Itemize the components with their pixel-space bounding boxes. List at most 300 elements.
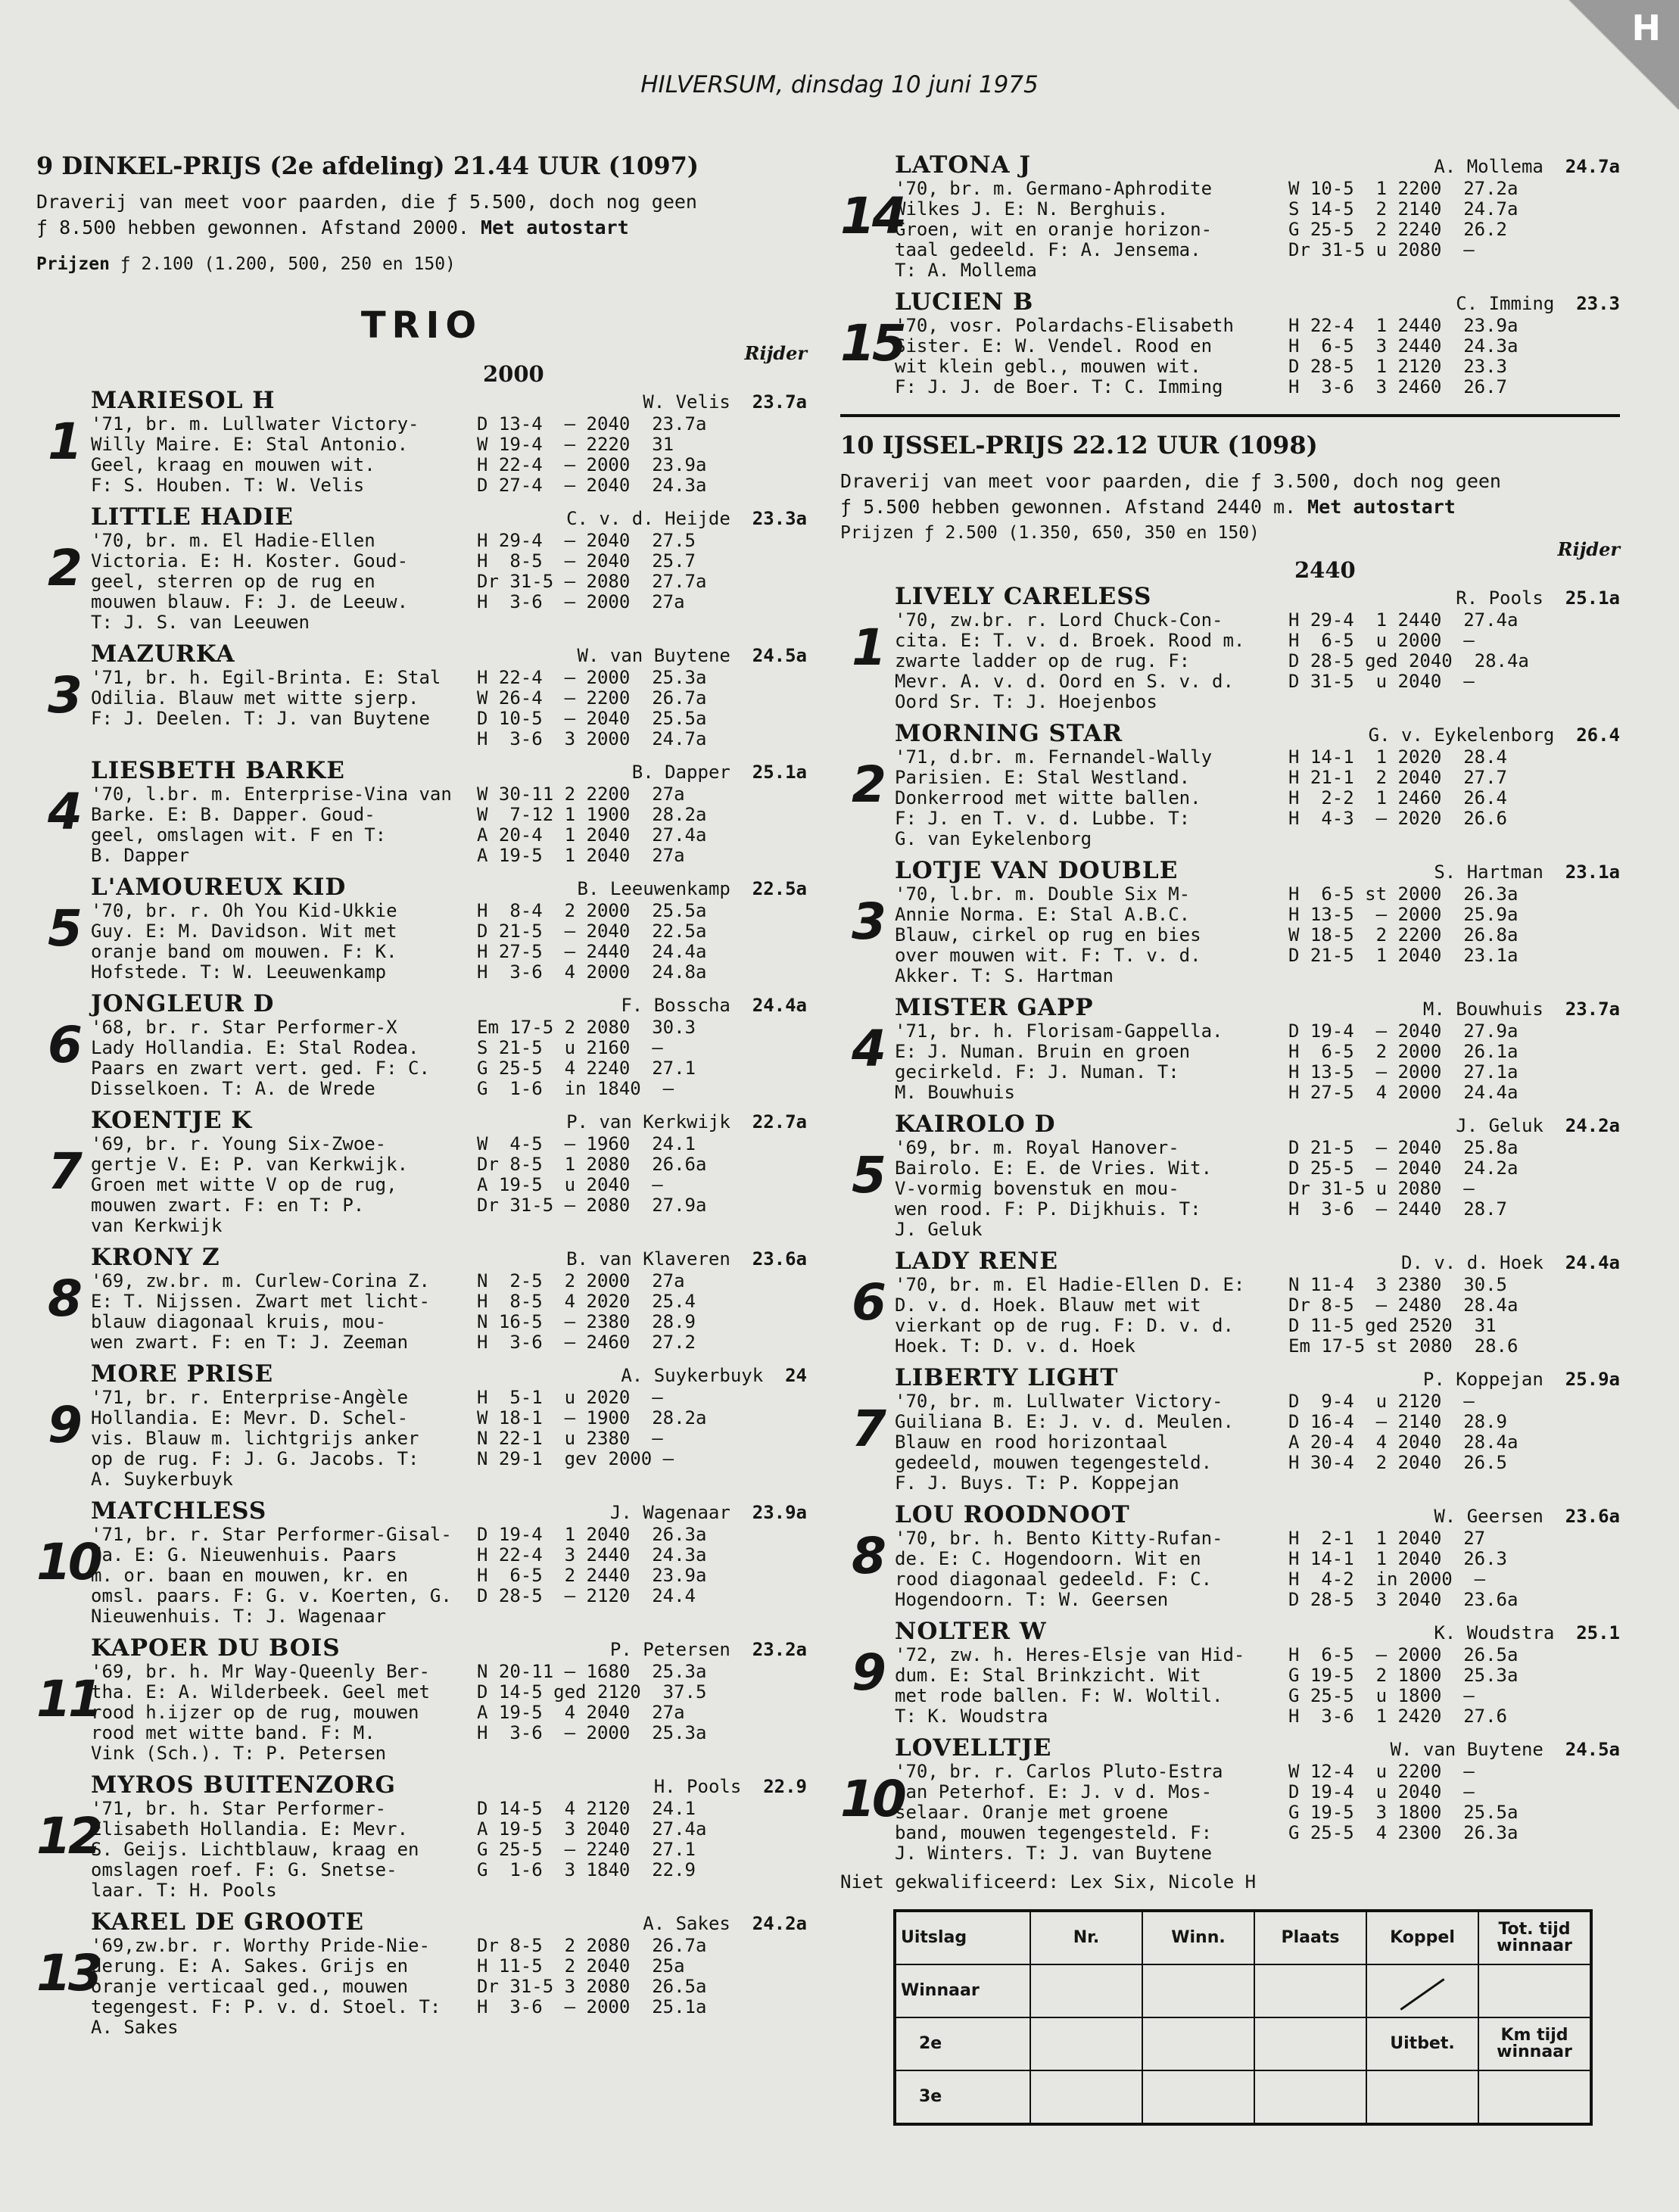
entry-body bbox=[91, 1771, 807, 1901]
rider-rating: 22.5a bbox=[752, 878, 807, 899]
form-line: H 3-6 — 2000 25.1a bbox=[477, 1996, 707, 2017]
horse-entry bbox=[840, 151, 1620, 281]
race-form bbox=[1288, 1762, 1606, 1864]
start-number: 1 bbox=[852, 618, 883, 677]
rider-info bbox=[1456, 587, 1620, 609]
rider-info bbox=[621, 1365, 807, 1386]
rider-name: S. Hartman bbox=[1434, 861, 1543, 883]
horse-entry bbox=[36, 1908, 807, 2038]
rider-name: G. v. Eykelenborg bbox=[1368, 724, 1555, 746]
form-line: Dr 8-5 2 2080 26.7a bbox=[477, 1935, 707, 1956]
form-line: D 27-4 — 2040 24.3a bbox=[477, 475, 707, 496]
description-line: Vink (Sch.). T: P. Petersen bbox=[91, 1743, 387, 1764]
description-line: oranje band om mouwen. F: K. bbox=[91, 941, 397, 962]
rider-info bbox=[1456, 293, 1620, 314]
race-form bbox=[1288, 1275, 1606, 1357]
result-cell bbox=[1142, 2070, 1254, 2124]
horse-name: MYROS BUITENZORG bbox=[91, 1771, 397, 1799]
result-cell bbox=[1478, 2070, 1591, 2124]
result-cell bbox=[1030, 1964, 1142, 2017]
horse-entry bbox=[36, 1107, 807, 1236]
entry-body bbox=[895, 720, 1620, 849]
horse-name: KOENTJE K bbox=[91, 1107, 253, 1134]
description-line: mouwen blauw. F: J. de Leeuw. bbox=[91, 591, 409, 612]
horse-description bbox=[91, 414, 477, 496]
description-line: '70, br. m. El Hadie-Ellen bbox=[91, 531, 375, 551]
form-line: H 5-1 u 2020 — bbox=[477, 1387, 663, 1408]
horse-description bbox=[895, 1645, 1288, 1727]
rider-rating: 24.5a bbox=[752, 645, 807, 666]
form-line: D 10-5 — 2040 25.5a bbox=[477, 708, 707, 729]
race-form bbox=[477, 1525, 783, 1627]
race9-distance: 2000 bbox=[483, 361, 544, 387]
description-line: '71, br. m. Lullwater Victory- bbox=[91, 414, 419, 435]
form-line: H 29-4 — 2040 27.5 bbox=[477, 530, 696, 551]
rider-name: C. Imming bbox=[1456, 293, 1555, 314]
entry-body bbox=[91, 1360, 807, 1490]
form-line: H 22-4 3 2440 24.3a bbox=[477, 1544, 707, 1566]
form-line: G 25-5 2 2240 26.2 bbox=[1288, 219, 1507, 240]
form-line: A 19-5 u 2040 — bbox=[477, 1174, 663, 1195]
race-form bbox=[477, 414, 783, 496]
entry-body bbox=[91, 990, 807, 1099]
entry-body bbox=[91, 1908, 807, 2038]
description-line: '68, br. r. Star Performer-X bbox=[91, 1017, 397, 1038]
horse-name: KAPOER DU BOIS bbox=[91, 1634, 341, 1662]
form-line: H 4-2 in 2000 — bbox=[1288, 1569, 1486, 1590]
form-line bbox=[477, 1880, 783, 1901]
horse-name: MORE PRISE bbox=[91, 1360, 274, 1388]
rider-info bbox=[566, 1111, 807, 1132]
form-line: A 20-4 4 2040 28.4a bbox=[1288, 1432, 1519, 1453]
result-header-tot-tijd: Tot. tijd winnaar bbox=[1478, 1911, 1591, 1964]
form-line: H 4-3 — 2020 26.6 bbox=[1288, 808, 1507, 829]
description-line: '70, br. m. Lullwater Victory- bbox=[895, 1391, 1223, 1412]
description-line: J. Geluk bbox=[895, 1219, 983, 1240]
description-line: J. Winters. T: J. van Buytene bbox=[895, 1843, 1213, 1864]
horse-name: LOTJE VAN DOUBLE bbox=[895, 857, 1179, 884]
rider-name: R. Pools bbox=[1456, 587, 1543, 609]
rider-info bbox=[1434, 861, 1620, 883]
form-line bbox=[477, 2017, 783, 2038]
form-line: H 6-5 — 2000 26.5a bbox=[1288, 1644, 1519, 1665]
entry-lines bbox=[895, 610, 1620, 712]
trio-heading: TRIO bbox=[360, 304, 483, 347]
form-line: G 1-6 in 1840 — bbox=[477, 1078, 674, 1099]
result-cell bbox=[1366, 2070, 1478, 2124]
start-number: 8 bbox=[48, 1269, 79, 1328]
form-line: Dr 8-5 1 2080 26.6a bbox=[477, 1154, 707, 1175]
entry-lines bbox=[91, 414, 807, 496]
form-line: D 21-5 1 2040 23.1a bbox=[1288, 945, 1519, 966]
start-number: 8 bbox=[852, 1526, 883, 1585]
description-line: tha. E: A. Wilderbeek. Geel met bbox=[91, 1681, 430, 1703]
result-cell bbox=[1478, 1964, 1591, 2017]
entry-lines bbox=[91, 784, 807, 866]
entry-lines bbox=[91, 1799, 807, 1901]
form-line: H 3-6 3 2000 24.7a bbox=[477, 728, 707, 749]
horse-name: JONGLEUR D bbox=[91, 990, 275, 1017]
rider-name: B. Leeuwenkamp bbox=[577, 878, 730, 899]
horse-header bbox=[91, 874, 807, 901]
form-line: H 30-4 2 2040 26.5 bbox=[1288, 1452, 1507, 1473]
horse-name: LATONA J bbox=[895, 151, 1032, 179]
right-column bbox=[840, 151, 1620, 2126]
form-line: H 6-5 2 2440 23.9a bbox=[477, 1565, 707, 1586]
horse-header bbox=[91, 1244, 807, 1271]
description-line: vierkant op de rug. F: D. v. d. bbox=[895, 1315, 1234, 1336]
horse-header bbox=[91, 387, 807, 414]
horse-header bbox=[91, 1908, 807, 1936]
rider-rating: 25.1a bbox=[752, 762, 807, 783]
horse-name: MISTER GAPP bbox=[895, 994, 1094, 1021]
entry-lines bbox=[91, 1662, 807, 1764]
horse-header bbox=[895, 1734, 1620, 1762]
entry-body bbox=[895, 1734, 1620, 1864]
form-line: D 19-4 1 2040 26.3a bbox=[477, 1524, 707, 1545]
rider-name: P. van Kerkwijk bbox=[566, 1111, 730, 1132]
horse-name: KRONY Z bbox=[91, 1244, 220, 1271]
description-line: Parisien. E: Stal Westland. bbox=[895, 767, 1191, 788]
description-line: Akker. T: S. Hartman bbox=[895, 965, 1114, 986]
race-form bbox=[1288, 1138, 1606, 1240]
horse-header bbox=[895, 1501, 1620, 1528]
horse-header bbox=[91, 1634, 807, 1662]
horse-header bbox=[91, 503, 807, 531]
rider-rating: 25.1 bbox=[1576, 1622, 1620, 1643]
rider-rating: 23.1a bbox=[1565, 861, 1620, 883]
result-cell bbox=[1142, 1964, 1254, 2017]
race10-entries bbox=[840, 583, 1620, 1864]
entry-body bbox=[895, 1364, 1620, 1494]
form-line: N 20-11 — 1680 25.3a bbox=[477, 1661, 707, 1682]
horse-name: LOU ROODNOOT bbox=[895, 1501, 1130, 1528]
description-line: '71, d.br. m. Fernandel-Wally bbox=[895, 747, 1213, 768]
horse-description bbox=[895, 179, 1288, 281]
form-line: S 21-5 u 2160 — bbox=[477, 1037, 663, 1058]
form-line bbox=[1288, 1473, 1606, 1494]
description-line: Disselkoen. T: A. de Wrede bbox=[91, 1078, 375, 1099]
result-cell bbox=[1254, 2017, 1366, 2070]
race9-cond-line2 bbox=[36, 215, 807, 241]
description-line: '69, br. r. Young Six-Zwoe- bbox=[91, 1134, 387, 1154]
horse-description bbox=[895, 1275, 1288, 1357]
rider-info bbox=[578, 645, 807, 666]
horse-header bbox=[91, 1360, 807, 1388]
horse-entry bbox=[36, 1244, 807, 1353]
description-line: Guy. E: M. Davidson. Wit met bbox=[91, 921, 397, 942]
form-line: H 3-6 3 2460 26.7 bbox=[1288, 376, 1507, 397]
entry-body bbox=[91, 503, 807, 633]
entry-lines bbox=[895, 884, 1620, 986]
form-line: H 2-2 1 2460 26.4 bbox=[1288, 787, 1507, 808]
horse-header bbox=[895, 1248, 1620, 1275]
race9-cond-text: ƒ 8.500 hebben gewonnen. Afstand 2000. bbox=[36, 217, 469, 238]
description-line: met rode ballen. F: W. Woltil. bbox=[895, 1685, 1223, 1706]
form-line: D 28-5 ged 2040 28.4a bbox=[1288, 650, 1529, 671]
horse-entry bbox=[36, 640, 807, 749]
entry-lines bbox=[895, 1138, 1620, 1240]
entry-body bbox=[91, 387, 807, 496]
entry-body bbox=[895, 1248, 1620, 1357]
description-line: derung. E: A. Sakes. Grijs en bbox=[91, 1955, 409, 1977]
horse-entry bbox=[840, 1501, 1620, 1610]
horse-description bbox=[895, 1391, 1288, 1494]
race-form bbox=[1288, 1021, 1606, 1103]
form-line bbox=[477, 1606, 783, 1627]
horse-header bbox=[91, 757, 807, 784]
start-number: 4 bbox=[48, 782, 79, 841]
form-line: D 19-4 u 2040 — bbox=[1288, 1781, 1475, 1802]
entry-body bbox=[895, 288, 1620, 397]
description-line: E: T. Nijssen. Zwart met licht- bbox=[91, 1291, 430, 1312]
description-line: blauw diagonaal kruis, mou- bbox=[91, 1311, 387, 1332]
rider-name: A. Suykerbuyk bbox=[621, 1365, 764, 1386]
rider-info bbox=[1456, 1115, 1620, 1136]
description-line: band, mouwen tegengesteld. F: bbox=[895, 1822, 1213, 1843]
form-line: H 8-5 4 2020 25.4 bbox=[477, 1291, 696, 1312]
rider-info bbox=[632, 762, 807, 783]
horse-name: LITTLE HADIE bbox=[91, 503, 294, 531]
entry-lines bbox=[895, 316, 1620, 397]
race9-entries bbox=[36, 387, 807, 2038]
race-form bbox=[1288, 316, 1606, 397]
horse-header bbox=[895, 720, 1620, 747]
horse-description bbox=[91, 1799, 477, 1901]
rider-rating: 23.3 bbox=[1576, 293, 1620, 314]
entry-body bbox=[895, 994, 1620, 1103]
rider-info bbox=[1391, 1739, 1620, 1760]
description-line: Donkerrood met witte ballen. bbox=[895, 787, 1201, 808]
rider-name: K. Woudstra bbox=[1434, 1622, 1555, 1643]
rider-name: H. Pools bbox=[653, 1776, 742, 1797]
rider-info bbox=[1434, 1622, 1620, 1643]
race-form bbox=[477, 668, 783, 749]
description-line: Hofstede. T: W. Leeuwenkamp bbox=[91, 961, 387, 983]
form-line: H 13-5 — 2000 25.9a bbox=[1288, 904, 1519, 925]
form-line: W 19-4 — 2220 31 bbox=[477, 434, 674, 455]
description-line: S. Geijs. Lichtblauw, kraag en bbox=[91, 1839, 419, 1860]
form-line: Dr 31-5 — 2080 27.7a bbox=[477, 571, 707, 592]
rider-info bbox=[1423, 1369, 1620, 1390]
race10-conditions bbox=[840, 469, 1620, 520]
form-line: H 11-5 2 2040 25a bbox=[477, 1955, 685, 1977]
start-number: 3 bbox=[852, 893, 883, 951]
start-number: 12 bbox=[36, 1807, 100, 1865]
entry-lines bbox=[895, 1275, 1620, 1357]
description-line: Lady Hollandia. E: Stal Rodea. bbox=[91, 1037, 419, 1058]
description-line: cita. E: T. v. d. Broek. Rood m. bbox=[895, 630, 1245, 651]
horse-header bbox=[91, 1497, 807, 1525]
form-line: Dr 31-5 — 2080 27.9a bbox=[477, 1195, 707, 1216]
form-line: G 19-5 2 1800 25.3a bbox=[1288, 1665, 1519, 1686]
left-column bbox=[36, 151, 807, 2045]
start-number: 6 bbox=[48, 1015, 79, 1074]
horse-entry bbox=[840, 1618, 1620, 1727]
description-line: geel, sterren op de rug en bbox=[91, 571, 375, 592]
form-line: G 25-5 u 1800 — bbox=[1288, 1685, 1475, 1706]
horse-entry bbox=[840, 720, 1620, 849]
description-line: F: J. en T. v. d. Lubbe. T: bbox=[895, 808, 1191, 829]
entry-lines bbox=[895, 1762, 1620, 1864]
entry-body bbox=[91, 1497, 807, 1627]
form-line: S 14-5 2 2140 24.7a bbox=[1288, 198, 1519, 220]
start-number: 14 bbox=[840, 187, 904, 245]
form-line: Em 17-5 st 2080 28.6 bbox=[1288, 1335, 1519, 1357]
description-line: '71, br. h. Star Performer- bbox=[91, 1799, 387, 1819]
rider-rating: 25.1a bbox=[1565, 587, 1620, 609]
result-table bbox=[893, 1909, 1593, 2126]
rider-name: C. v. d. Heijde bbox=[566, 508, 730, 529]
horse-description bbox=[91, 1388, 477, 1490]
description-line: A. Suykerbuyk bbox=[91, 1469, 233, 1490]
horse-description bbox=[895, 610, 1288, 712]
horse-name: LOVELLTJE bbox=[895, 1734, 1052, 1762]
description-line: '70, br. m. El Hadie-Ellen D. E: bbox=[895, 1275, 1245, 1295]
description-line: V-vormig bovenstuk en mou- bbox=[895, 1178, 1179, 1199]
rider-rating: 23.9a bbox=[752, 1502, 807, 1523]
entry-body bbox=[91, 1107, 807, 1236]
description-line: Victoria. E: H. Koster. Goud- bbox=[91, 550, 409, 572]
description-line: op de rug. F: J. G. Jacobs. T: bbox=[91, 1448, 419, 1469]
not-qualified-note: Niet gekwalificeerd: Lex Six, Nicole H bbox=[840, 1871, 1257, 1893]
horse-description bbox=[895, 1021, 1288, 1103]
entry-body bbox=[91, 1244, 807, 1353]
form-line: D 31-5 u 2040 — bbox=[1288, 671, 1475, 692]
race9-prize-text: ƒ 2.100 (1.200, 500, 250 en 150) bbox=[109, 254, 456, 274]
rider-name: W. Geersen bbox=[1434, 1506, 1543, 1527]
form-line: D 19-4 — 2040 27.9a bbox=[1288, 1020, 1519, 1042]
race10-cond-line1: Draverij van meet voor paarden, die ƒ 3.500, doch nog geen bbox=[840, 470, 1501, 492]
rider-name: B. van Klaveren bbox=[566, 1248, 730, 1270]
form-line: Dr 31-5 3 2080 26.5a bbox=[477, 1976, 707, 1997]
description-line: rood h.ijzer op de rug, mouwen bbox=[91, 1702, 419, 1723]
rider-name: P. Koppejan bbox=[1422, 1369, 1543, 1390]
description-line: gertje V. E: P. van Kerkwijk. bbox=[91, 1154, 409, 1175]
start-number: 1 bbox=[48, 412, 79, 471]
start-number: 5 bbox=[48, 899, 79, 958]
horse-entry bbox=[840, 1734, 1620, 1864]
horse-entry bbox=[840, 1364, 1620, 1494]
rider-info bbox=[578, 878, 807, 899]
description-line: Hollandia. E: Mevr. D. Schel- bbox=[91, 1407, 409, 1428]
description-line: B. Dapper bbox=[91, 845, 190, 866]
horse-name: LIESBETH BARKE bbox=[91, 757, 345, 784]
rider-name: F. Bosscha bbox=[621, 995, 730, 1016]
rider-name: D. v. d. Hoek bbox=[1401, 1252, 1543, 1273]
rider-info bbox=[1369, 724, 1620, 746]
horse-description bbox=[895, 1762, 1288, 1864]
rider-rating: 23.7a bbox=[752, 391, 807, 413]
horse-header bbox=[895, 1618, 1620, 1645]
horse-entry bbox=[840, 857, 1620, 986]
race-form bbox=[477, 784, 783, 866]
description-line: rood diagonaal gedeeld. F: C. bbox=[895, 1569, 1213, 1590]
description-line: Guiliana B. E: J. v. d. Meulen. bbox=[895, 1411, 1234, 1432]
form-line bbox=[477, 612, 783, 633]
form-line: W 7-12 1 1900 28.2a bbox=[477, 804, 707, 825]
horse-entry bbox=[36, 1497, 807, 1627]
start-number: 11 bbox=[36, 1670, 100, 1728]
horse-description bbox=[91, 1936, 477, 2038]
horse-name: MORNING STAR bbox=[895, 720, 1123, 747]
form-line: H 13-5 — 2000 27.1a bbox=[1288, 1061, 1519, 1083]
description-line: wen zwart. F: en T: J. Zeeman bbox=[91, 1332, 409, 1353]
horse-description bbox=[91, 668, 477, 749]
entry-body bbox=[895, 1618, 1620, 1727]
description-line: Elisabeth Hollandia. E: Mevr. bbox=[91, 1818, 409, 1840]
race-form bbox=[1288, 1645, 1606, 1727]
horse-name: LIVELY CARELESS bbox=[895, 583, 1152, 610]
race-form bbox=[1288, 1391, 1606, 1494]
horse-entry bbox=[840, 994, 1620, 1103]
rider-name: J. Wagenaar bbox=[609, 1502, 730, 1523]
form-line: H 14-1 1 2040 26.3 bbox=[1288, 1548, 1507, 1569]
rider-rating: 25.9a bbox=[1565, 1369, 1620, 1390]
entry-lines bbox=[91, 1388, 807, 1490]
entry-body bbox=[895, 1111, 1620, 1240]
result-header-row bbox=[895, 1911, 1591, 1964]
start-number: 3 bbox=[48, 665, 79, 724]
form-line: D 25-5 — 2040 24.2a bbox=[1288, 1157, 1519, 1179]
race10-rider-header: Rijder bbox=[1557, 538, 1620, 560]
description-line: Annie Norma. E: Stal A.B.C. bbox=[895, 904, 1191, 925]
form-line: H 3-6 4 2000 24.8a bbox=[477, 961, 707, 983]
race-form bbox=[477, 531, 783, 633]
horse-header bbox=[895, 994, 1620, 1021]
form-line: H 6-5 u 2000 — bbox=[1288, 630, 1475, 651]
race-form bbox=[477, 1388, 783, 1490]
result-cell-slash bbox=[1366, 1964, 1478, 2017]
form-line: Em 17-5 2 2080 30.3 bbox=[477, 1017, 696, 1038]
form-line: D 21-5 — 2040 22.5a bbox=[477, 921, 707, 942]
form-line: D 14-5 4 2120 24.1 bbox=[477, 1798, 696, 1819]
race9-cond-line1: Draverij van meet voor paarden, die ƒ 5.500, doch nog geen bbox=[36, 191, 697, 213]
form-line bbox=[1288, 829, 1606, 849]
description-line: Blauw, cirkel op rug en bies bbox=[895, 924, 1201, 946]
form-line: N 11-4 3 2380 30.5 bbox=[1288, 1274, 1507, 1295]
form-line: D 9-4 u 2120 — bbox=[1288, 1391, 1475, 1412]
form-line: A 20-4 1 2040 27.4a bbox=[477, 824, 707, 846]
description-line: '70, l.br. m. Double Six M- bbox=[895, 884, 1191, 905]
result-cell bbox=[1254, 1964, 1366, 2017]
form-line: A 19-5 4 2040 27a bbox=[477, 1702, 685, 1723]
result-cell bbox=[1142, 2017, 1254, 2070]
result-label-km-tijd: Km tijd winnaar bbox=[1478, 2017, 1591, 2070]
form-line: W 12-4 u 2200 — bbox=[1288, 1761, 1475, 1782]
description-line: '70, zw.br. r. Lord Chuck-Con- bbox=[895, 610, 1223, 631]
description-line: zwarte ladder op de rug. F: bbox=[895, 650, 1191, 671]
form-line: D 28-5 1 2120 23.3 bbox=[1288, 356, 1507, 377]
description-line: E: J. Numan. Bruin en groen bbox=[895, 1041, 1191, 1062]
form-line: H 3-6 — 2460 27.2 bbox=[477, 1332, 696, 1353]
entry-body bbox=[895, 857, 1620, 986]
description-line: vis. Blauw m. lichtgrijs anker bbox=[91, 1428, 419, 1449]
form-line: H 3-6 1 2420 27.6 bbox=[1288, 1706, 1507, 1727]
entry-lines bbox=[895, 1391, 1620, 1494]
entry-lines bbox=[91, 1134, 807, 1236]
description-line: Odilia. Blauw met witte sjerp. bbox=[91, 687, 419, 709]
description-line: '69,zw.br. r. Worthy Pride-Nie- bbox=[91, 1936, 430, 1956]
description-line: mouwen zwart. F: en T: P. bbox=[91, 1195, 365, 1216]
result-label-winnaar: Winnaar bbox=[895, 1964, 1030, 2017]
horse-entry bbox=[36, 990, 807, 1099]
form-line bbox=[1288, 1220, 1606, 1240]
form-line bbox=[1288, 692, 1606, 712]
entry-body bbox=[895, 1501, 1620, 1610]
description-line: '70, br. m. Germano-Aphrodite bbox=[895, 179, 1213, 199]
result-cell bbox=[1254, 2070, 1366, 2124]
